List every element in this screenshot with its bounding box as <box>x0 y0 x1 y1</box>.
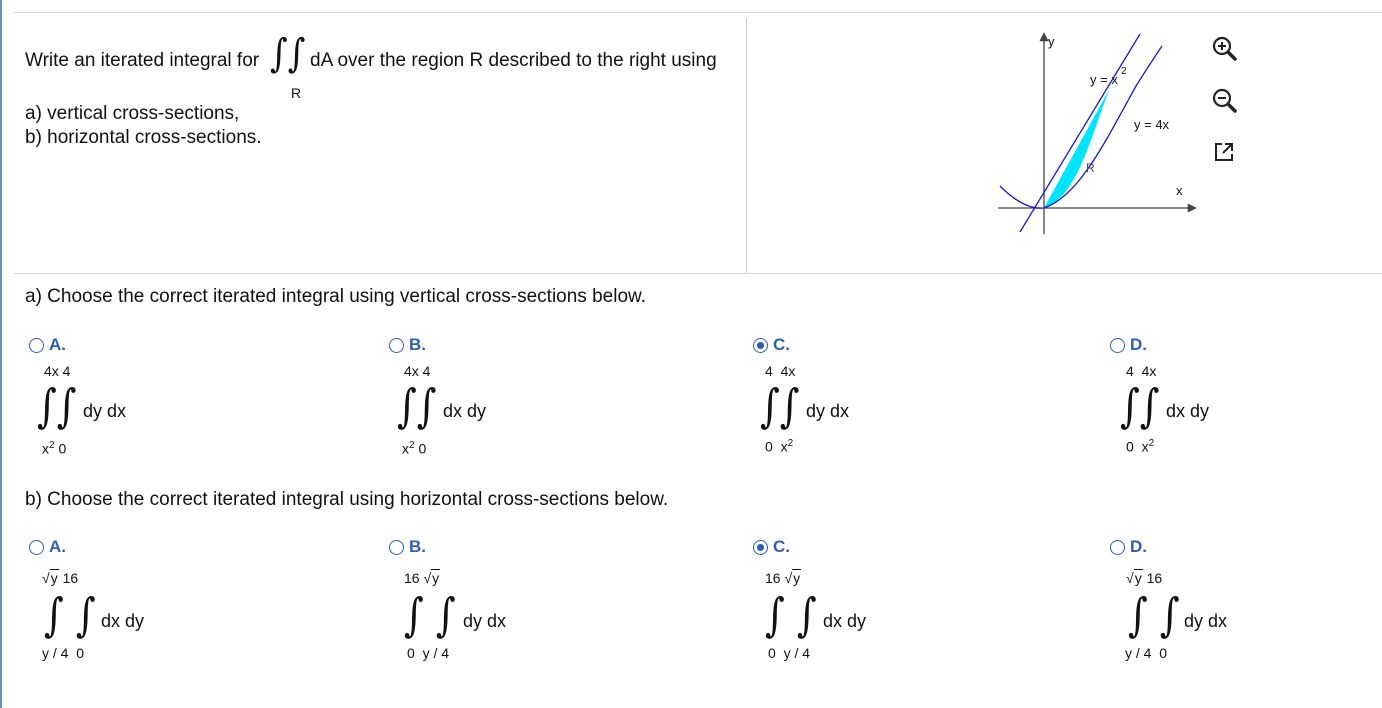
upper-limits: √y 16 <box>1126 570 1163 586</box>
question-prefix: Write an iterated integral for <box>25 50 260 71</box>
integral-signs: ∫ ∫ <box>404 588 456 642</box>
lower-limits: 0 $x^2$ <box>765 438 794 455</box>
region-r-fill <box>1044 88 1110 208</box>
lower-limits: $x^2$ 0 <box>42 440 67 457</box>
top-divider <box>14 12 1382 13</box>
option-label: B. <box>409 537 426 556</box>
section-divider <box>14 273 1382 274</box>
integral-signs: ∫∫ <box>397 379 437 433</box>
parabola-label-exponent: 2 <box>1121 66 1127 77</box>
integral-signs: ∫∫ <box>37 379 77 433</box>
zoom-out-icon[interactable] <box>1211 87 1237 113</box>
question-line-b: b) horizontal cross-sections. <box>25 127 262 148</box>
upper-limits: 4 4x <box>765 363 796 379</box>
radio-button[interactable] <box>29 540 44 555</box>
lower-limits: 0 y / 4 <box>407 645 450 661</box>
upper-limits: 4 4x <box>1126 363 1157 379</box>
integrand: dy dx <box>83 401 127 421</box>
integrand: dx dy <box>443 401 487 421</box>
radio-button-selected[interactable] <box>753 338 768 353</box>
option-label: A. <box>49 537 66 556</box>
lower-limits: y / 4 0 <box>42 645 85 661</box>
integral-signs: ∫∫ <box>760 379 800 433</box>
region-label: R <box>1086 161 1095 175</box>
integral-signs: ∫ ∫ <box>1128 588 1180 642</box>
line-4x <box>1020 34 1140 232</box>
radio-button[interactable] <box>1110 338 1125 353</box>
x-axis-label: x <box>1176 183 1183 198</box>
lower-limits: $x^2$ 0 <box>402 440 427 457</box>
upper-limits: 16 √y <box>765 570 801 586</box>
region-graph <box>990 28 1200 238</box>
region-subscript: R <box>291 85 302 101</box>
parabola-label: y = x <box>1090 72 1118 87</box>
popout-icon[interactable] <box>1211 139 1237 165</box>
integrand: dy dx <box>806 401 850 421</box>
integrand: dy dx <box>463 611 507 631</box>
part-a-prompt: a) Choose the correct iterated integral using vertical cross-sections below. <box>25 286 646 307</box>
y-axis-label: y <box>1048 34 1055 49</box>
upper-limits: 4x 4 <box>44 363 71 379</box>
integrand: dy dx <box>1184 611 1228 631</box>
upper-limits: √y 16 <box>42 570 79 586</box>
radio-button[interactable] <box>29 338 44 353</box>
radio-button[interactable] <box>389 338 404 353</box>
radio-button[interactable] <box>1110 540 1125 555</box>
upper-limits: 4x 4 <box>404 363 431 379</box>
integrand: dx dy <box>823 611 867 631</box>
integral-signs: ∫ ∫ <box>765 588 817 642</box>
lower-limits: y / 4 0 <box>1125 645 1168 661</box>
integral-signs: ∫∫ <box>1120 379 1160 433</box>
upper-limits: 16 √y <box>404 570 440 586</box>
left-edge-bar <box>0 0 2 708</box>
integral-signs: ∫ ∫ <box>44 588 96 642</box>
zoom-in-icon[interactable] <box>1211 35 1237 61</box>
option-label: C. <box>773 537 790 556</box>
option-label: D. <box>1130 537 1147 556</box>
integrand: dx dy <box>1166 401 1210 421</box>
question-line-a: a) vertical cross-sections, <box>25 103 240 124</box>
option-label: C. <box>773 335 790 354</box>
vertical-divider <box>746 18 747 273</box>
line-4x-label: y = 4x <box>1134 117 1170 132</box>
integrand: dx dy <box>101 611 145 631</box>
radio-button[interactable] <box>389 540 404 555</box>
option-label: D. <box>1130 335 1147 354</box>
lower-limits: 0 $x^2$ <box>1126 438 1155 455</box>
question-suffix: dA over the region R described to the right using <box>310 50 717 71</box>
double-integral-symbol: ∫∫ <box>270 31 306 77</box>
radio-button-selected[interactable] <box>753 540 768 555</box>
option-label: A. <box>49 335 66 354</box>
lower-limits: 0 y / 4 <box>768 645 811 661</box>
part-b-prompt: b) Choose the correct iterated integral using horizontal cross-sections below. <box>25 489 669 510</box>
option-label: B. <box>409 335 426 354</box>
